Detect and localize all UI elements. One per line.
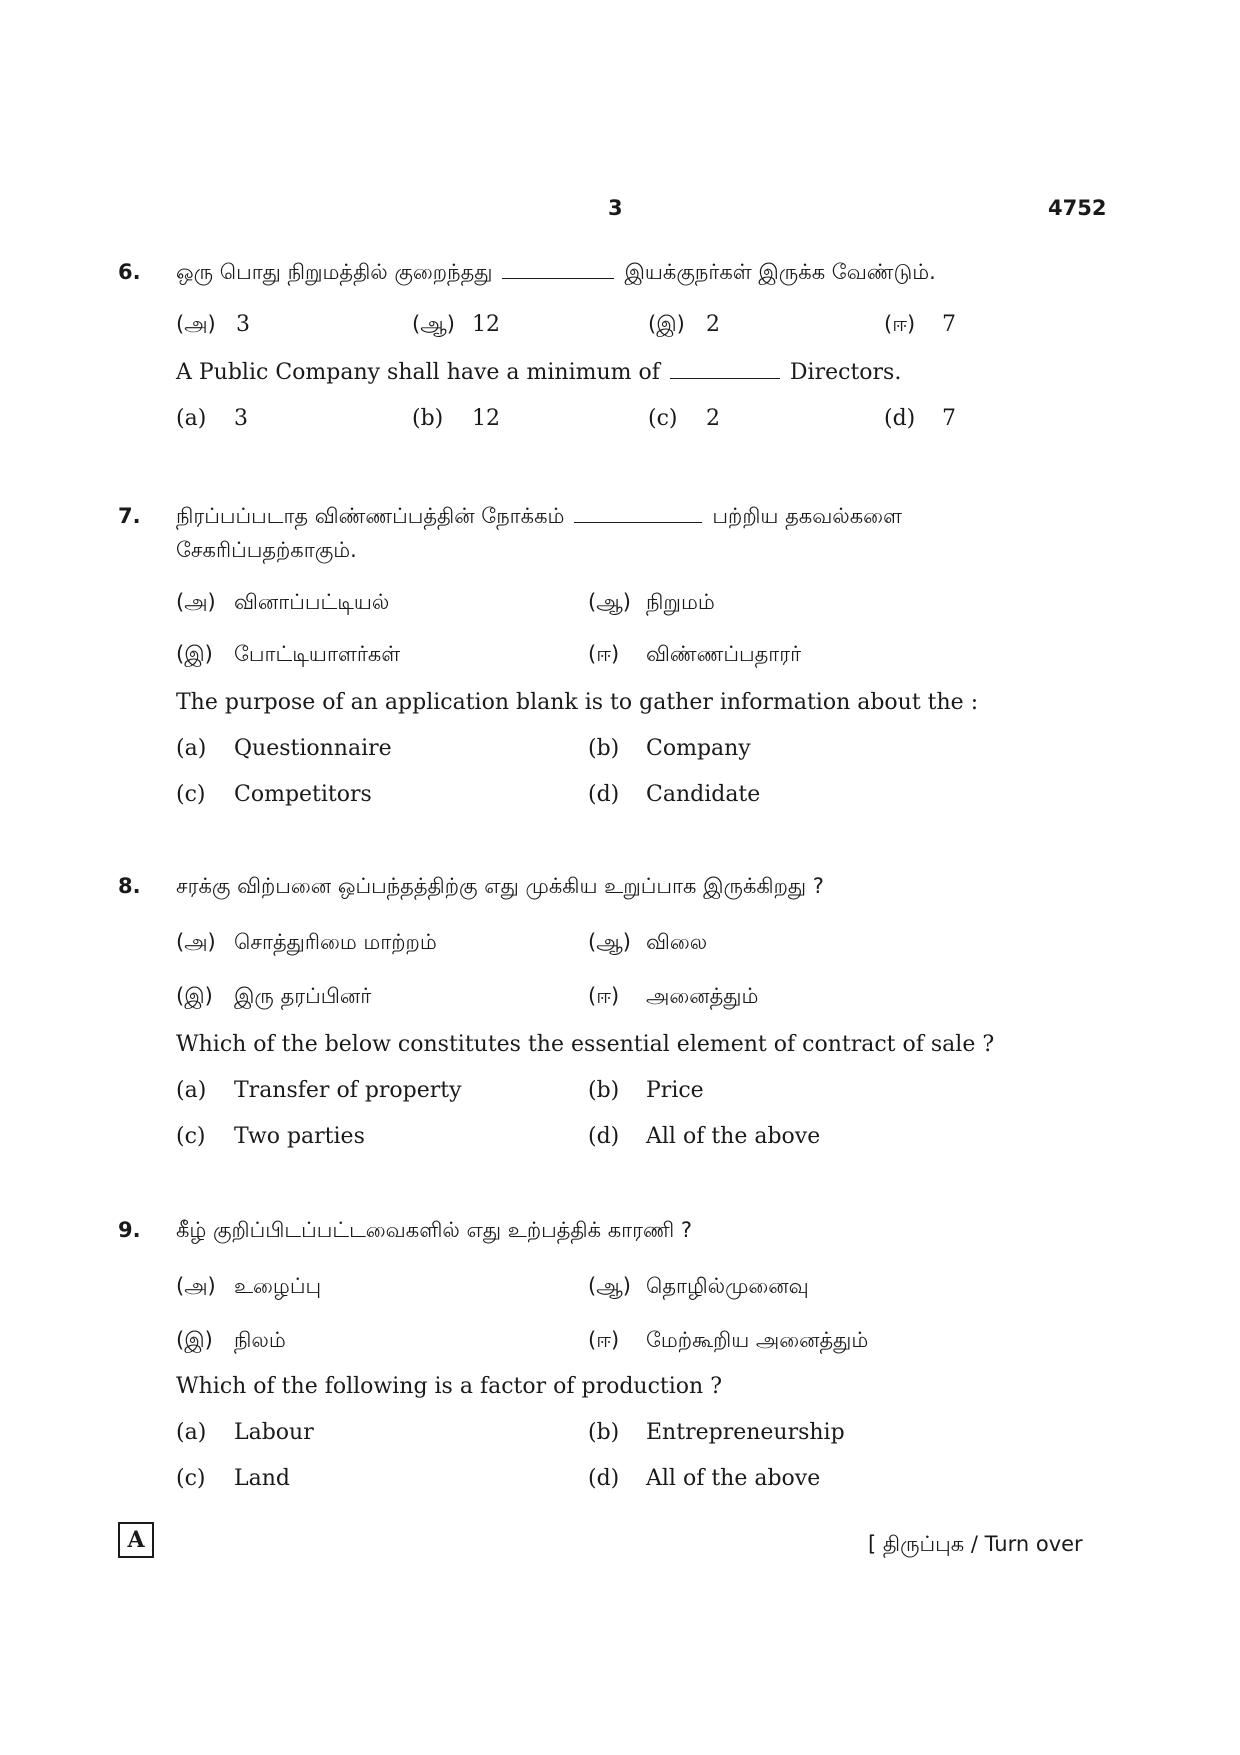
options-tamil	[176, 930, 1156, 960]
option-text: நிறுமம்	[646, 590, 715, 614]
option-label: (ஈ)	[588, 984, 620, 1008]
options-tamil	[176, 1328, 1156, 1358]
options-english	[176, 1466, 1156, 1496]
question-text-english: Which of the following is a factor of production ?	[176, 1374, 723, 1399]
option-text: 12	[472, 406, 500, 431]
option-label: (b)	[412, 406, 444, 431]
option-text: Labour	[234, 1420, 314, 1445]
option-text: Land	[234, 1466, 290, 1491]
options-tamil	[176, 1274, 1156, 1304]
option-label: (b)	[588, 736, 620, 761]
option-text: Transfer of property	[234, 1078, 462, 1103]
question-number: 7.	[118, 504, 141, 528]
answer-blank	[670, 377, 780, 379]
options-english	[176, 782, 1156, 812]
option-text: 2	[706, 312, 720, 337]
option-text: 7	[942, 312, 956, 337]
option-text: விலை	[646, 930, 708, 954]
options-tamil	[176, 312, 1156, 342]
options-english	[176, 736, 1156, 766]
option-label: (ஆ)	[412, 312, 455, 336]
option-label: (a)	[176, 1420, 207, 1445]
option-text: இரு தரப்பினர்	[234, 984, 372, 1008]
booklet-series-box: A	[118, 1522, 154, 1558]
page-number: 3	[608, 196, 623, 220]
option-label: (ஈ)	[588, 1328, 620, 1352]
option-label: (இ)	[648, 312, 685, 336]
question-text-english: Which of the below constitutes the essential element of contract of sale ?	[176, 1032, 995, 1057]
answer-blank	[574, 521, 702, 523]
option-text: 3	[236, 312, 250, 337]
option-text: நிலம்	[234, 1328, 286, 1352]
option-text: 3	[234, 406, 248, 431]
option-text: Price	[646, 1078, 704, 1103]
option-label: (ஆ)	[588, 930, 631, 954]
option-label: (அ)	[176, 930, 216, 954]
option-label: (b)	[588, 1420, 620, 1445]
option-label: (இ)	[176, 642, 213, 666]
option-text: All of the above	[646, 1466, 821, 1491]
option-label: (இ)	[176, 984, 213, 1008]
options-english	[176, 1078, 1156, 1108]
turn-over-label: [ திருப்புக / Turn over	[868, 1532, 1083, 1556]
option-label: (ஆ)	[588, 590, 631, 614]
option-label: (இ)	[176, 1328, 213, 1352]
option-label: (c)	[176, 1124, 206, 1149]
paper-code: 4752	[1048, 196, 1107, 220]
option-label: (ஆ)	[588, 1274, 631, 1298]
option-text: Questionnaire	[234, 736, 392, 761]
question-text-english: The purpose of an application blank is to gather information about the :	[176, 690, 979, 715]
options-tamil	[176, 984, 1156, 1014]
option-label: (d)	[884, 406, 916, 431]
options-english	[176, 406, 1156, 436]
option-label: (d)	[588, 1124, 620, 1149]
question-text-tamil: சரக்கு விற்பனை ஒப்பந்தத்திற்கு எது முக்கிய உறுப்பாக இருக்கிறது ?	[176, 874, 824, 898]
option-text: Candidate	[646, 782, 761, 807]
question-text-english: A Public Company shall have a minimum of Directors.	[176, 360, 902, 385]
option-text: போட்டியாளர்கள்	[234, 642, 401, 666]
option-label: (c)	[648, 406, 678, 431]
option-text: மேற்கூறிய அனைத்தும்	[646, 1328, 869, 1352]
options-english	[176, 1420, 1156, 1450]
answer-blank	[502, 277, 614, 279]
option-text: All of the above	[646, 1124, 821, 1149]
question-number: 8.	[118, 874, 141, 898]
option-label: (a)	[176, 406, 207, 431]
option-text: 2	[706, 406, 720, 431]
option-text: சொத்துரிமை மாற்றம்	[234, 930, 437, 954]
options-tamil	[176, 642, 1156, 672]
option-text: விண்ணப்பதாரர்	[646, 642, 802, 666]
question-number: 6.	[118, 260, 141, 284]
option-label: (b)	[588, 1078, 620, 1103]
option-text: Two parties	[234, 1124, 365, 1149]
option-text: தொழில்முனைவு	[646, 1274, 809, 1298]
options-english	[176, 1124, 1156, 1154]
option-text: Company	[646, 736, 751, 761]
option-label: (c)	[176, 1466, 206, 1491]
option-label: (d)	[588, 1466, 620, 1491]
option-label: (a)	[176, 736, 207, 761]
question-number: 9.	[118, 1218, 141, 1242]
option-text: உழைப்பு	[234, 1274, 322, 1298]
option-text: Competitors	[234, 782, 372, 807]
option-text: Entrepreneurship	[646, 1420, 845, 1445]
option-text: வினாப்பட்டியல்	[234, 590, 390, 614]
option-label: (அ)	[176, 590, 216, 614]
question-text-tamil-cont: சேகரிப்பதற்காகும்.	[176, 538, 357, 562]
option-text: 7	[942, 406, 956, 431]
option-text: அனைத்தும்	[646, 984, 759, 1008]
option-label: (c)	[176, 782, 206, 807]
option-text: 12	[472, 312, 500, 337]
options-tamil	[176, 590, 1156, 620]
question-text-tamil: நிரப்பப்படாத விண்ணப்பத்தின் நோக்கம் பற்றிய தகவல்களை	[176, 504, 902, 528]
question-text-tamil: ஒரு பொது நிறுமத்தில் குறைந்தது இயக்குநர்கள் இருக்க வேண்டும்.	[176, 260, 936, 284]
option-label: (ஈ)	[588, 642, 620, 666]
option-label: (அ)	[176, 312, 216, 336]
option-label: (ஈ)	[884, 312, 916, 336]
option-label: (d)	[588, 782, 620, 807]
option-label: (a)	[176, 1078, 207, 1103]
option-label: (அ)	[176, 1274, 216, 1298]
question-text-tamil: கீழ் குறிப்பிடப்பட்டவைகளில் எது உற்பத்திக் காரணி ?	[176, 1218, 693, 1242]
